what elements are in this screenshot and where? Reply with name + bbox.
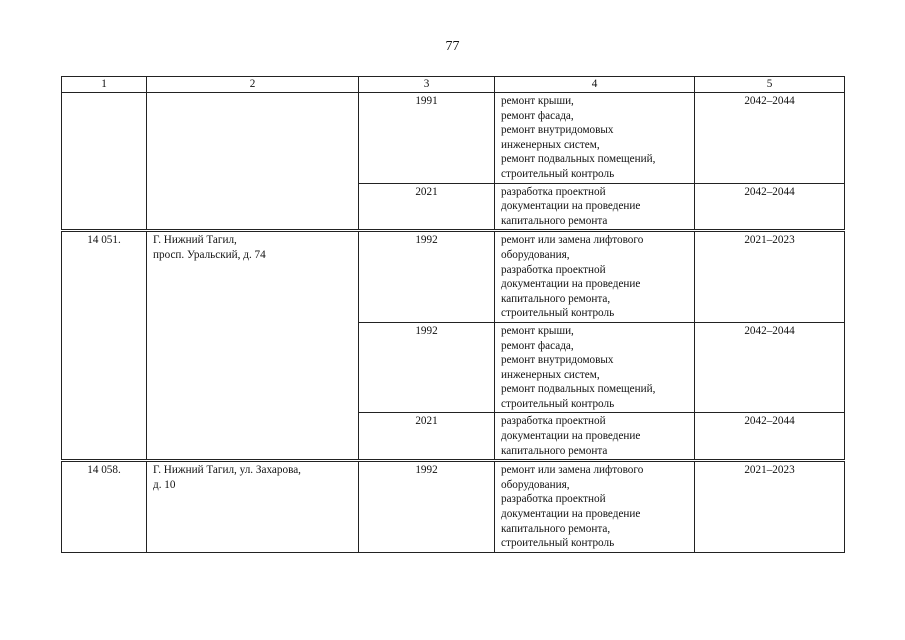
work-item: оборудования, xyxy=(501,478,570,491)
table-body xyxy=(62,93,845,553)
works-schedule-table xyxy=(61,76,845,553)
period-cell: 2021–2023 xyxy=(695,461,845,553)
column-header: 1 xyxy=(62,77,147,93)
works-cell xyxy=(495,183,695,231)
work-item: строительный контроль xyxy=(501,537,615,550)
work-item: разработка проектной xyxy=(501,185,606,198)
work-item: капитального ремонта xyxy=(501,214,608,227)
work-item: ремонт фасада, xyxy=(501,109,574,122)
work-item: ремонт внутридомовых xyxy=(501,124,614,137)
work-item: ремонт фасада, xyxy=(501,339,574,352)
work-item: разработка проектной xyxy=(501,415,606,428)
period-cell: 2042–2044 xyxy=(695,183,845,231)
work-item: документации на проведение xyxy=(501,200,641,213)
work-item: разработка проектной xyxy=(501,263,606,276)
works-cell xyxy=(495,322,695,413)
work-item: разработка проектной xyxy=(501,493,606,506)
object-number-cell: 14 058. xyxy=(62,461,147,553)
page-number: 77 xyxy=(445,39,460,54)
table-row xyxy=(62,231,845,323)
work-item: капитального ремонта, xyxy=(501,292,611,305)
work-item: строительный контроль xyxy=(501,397,615,410)
table-row xyxy=(62,93,845,184)
period-cell: 2021–2023 xyxy=(695,231,845,323)
work-item: ремонт подвальных помещений, xyxy=(501,153,656,166)
column-header: 5 xyxy=(695,77,845,93)
work-item: ремонт крыши, xyxy=(501,324,574,337)
work-item: ремонт или замена лифтового xyxy=(501,464,644,477)
work-item: документации на проведение xyxy=(501,430,641,443)
work-item: строительный контроль xyxy=(501,307,615,320)
work-item: капитального ремонта, xyxy=(501,522,611,535)
work-item: ремонт подвальных помещений, xyxy=(501,383,656,396)
work-item: оборудования, xyxy=(501,248,570,261)
year-cell: 1991 xyxy=(359,93,495,184)
works-cell xyxy=(495,93,695,184)
year-cell: 1992 xyxy=(359,231,495,323)
year-cell: 2021 xyxy=(359,183,495,231)
period-cell: 2042–2044 xyxy=(695,413,845,461)
work-item: строительный контроль xyxy=(501,167,615,180)
year-cell: 1992 xyxy=(359,461,495,553)
column-header: 3 xyxy=(359,77,495,93)
work-item: ремонт внутридомовых xyxy=(501,354,614,367)
year-cell: 1992 xyxy=(359,322,495,413)
table-header-row xyxy=(62,77,845,93)
table-row xyxy=(62,461,845,553)
object-number-cell xyxy=(62,93,147,231)
object-number-cell: 14 051. xyxy=(62,231,147,461)
address-line: Г. Нижний Тагил, xyxy=(153,234,237,247)
period-cell: 2042–2044 xyxy=(695,93,845,184)
column-header: 4 xyxy=(495,77,695,93)
column-header: 2 xyxy=(147,77,359,93)
works-cell xyxy=(495,413,695,461)
address-line: Г. Нижний Тагил, ул. Захарова, xyxy=(153,464,301,477)
address-line: д. 10 xyxy=(153,478,176,491)
works-cell xyxy=(495,461,695,553)
work-item: инженерных систем, xyxy=(501,138,600,151)
address-cell xyxy=(147,93,359,231)
work-item: инженерных систем, xyxy=(501,368,600,381)
address-line: просп. Уральский, д. 74 xyxy=(153,248,266,261)
address-cell xyxy=(147,231,359,461)
works-cell xyxy=(495,231,695,323)
work-item: документации на проведение xyxy=(501,278,641,291)
period-cell: 2042–2044 xyxy=(695,322,845,413)
work-item: ремонт или замена лифтового xyxy=(501,234,644,247)
work-item: документации на проведение xyxy=(501,508,641,521)
work-item: ремонт крыши, xyxy=(501,95,574,107)
work-item: капитального ремонта xyxy=(501,444,608,457)
year-cell: 2021 xyxy=(359,413,495,461)
address-cell xyxy=(147,461,359,553)
